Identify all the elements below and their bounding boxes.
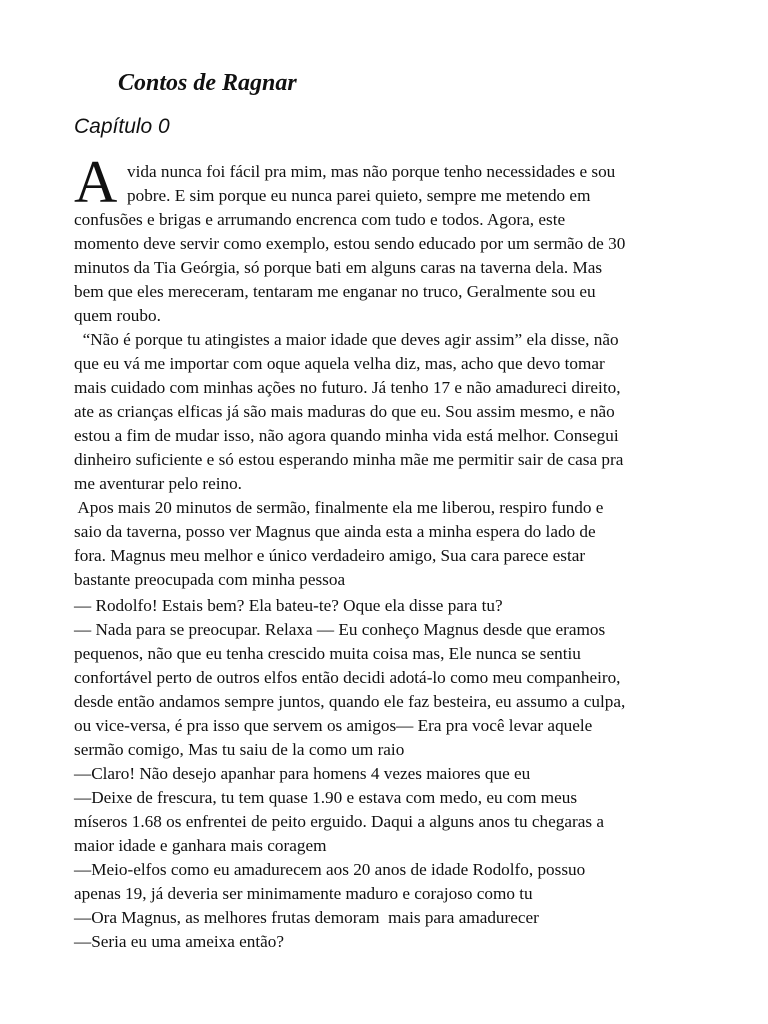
text-line: saio da taverna, posso ver Magnus que ainda esta a minha espera do lado de [74, 522, 596, 541]
text-line: vida nunca foi fácil pra mim, mas não porque tenho necessidades e sou [127, 162, 616, 181]
text-line: minutos da Tia Geórgia, só porque bati em alguns caras na taverna dela. Mas [74, 258, 603, 277]
text-line: ou vice-versa, é pra isso que servem os amigos— Era pra você levar aquele [74, 716, 593, 735]
text-line: Apos mais 20 minutos de sermão, finalmente ela me liberou, respiro fundo e [74, 498, 604, 517]
text-line: pequenos, não que eu tenha crescido muita coisa mas, Ele nunca se sentiu [74, 644, 581, 663]
text-line: momento deve servir como exemplo, estou sendo educado por um sermão de 30 [74, 234, 626, 253]
text-line: ate as crianças elficas já são mais maduras do que eu. Sou assim mesmo, e não [74, 402, 615, 421]
text-line: maior idade e ganhara mais coragem [74, 836, 327, 855]
text-line: que eu vá me importar com oque aquela velha diz, mas, acho que devo tomar [74, 354, 605, 373]
text-line: —Ora Magnus, as melhores frutas demoram mais para amadurecer [74, 908, 539, 927]
text-line: — Nada para se preocupar. Relaxa — Eu conheço Magnus desde que eramos [74, 620, 606, 639]
text-line: —Claro! Não desejo apanhar para homens 4 vezes maiores que eu [74, 764, 531, 783]
text-line: dinheiro suficiente e só estou esperando minha mãe me permitir sair de casa pra [74, 450, 624, 469]
text-line: desde então andamos sempre juntos, quando ele faz besteira, eu assumo a culpa, [74, 692, 626, 711]
text-line: míseros 1.68 os enfrentei de peito erguido. Daqui a alguns anos tu chegaras a [74, 812, 604, 831]
text-line: mais cuidado com minhas ações no futuro. Já tenho 17 e não amadureci direito, [74, 378, 621, 397]
drop-cap: A [74, 149, 118, 215]
text-line: bastante preocupada com minha pessoa [74, 570, 346, 589]
text-line: confusões e brigas e arrumando encrenca com tudo e todos. Agora, este [74, 210, 566, 229]
text-line: sermão comigo, Mas tu saiu de la como um raio [74, 740, 405, 759]
text-line: quem roubo. [74, 306, 161, 325]
text-line: — Rodolfo! Estais bem? Ela bateu-te? Oque ela disse para tu? [74, 596, 503, 615]
text-line: “Não é porque tu atingistes a maior idade que deves agir assim” ela disse, não [74, 330, 619, 349]
chapter-title: Capítulo 0 [74, 115, 170, 138]
text-line: —Meio-elfos como eu amadurecem aos 20 anos de idade Rodolfo, possuo [74, 860, 586, 879]
text-line: estou a fim de mudar isso, não agora quando minha vida está melhor. Consegui [74, 426, 619, 445]
text-line: pobre. E sim porque eu nunca parei quieto, sempre me metendo em [127, 186, 591, 205]
text-line: —Deixe de frescura, tu tem quase 1.90 e estava com medo, eu com meus [74, 788, 578, 807]
text-line: fora. Magnus meu melhor e único verdadeiro amigo, Sua cara parece estar [74, 546, 586, 565]
text-line: —Seria eu uma ameixa então? [74, 932, 284, 951]
text-line: confortável perto de outros elfos então decidi adotá-lo como meu companheiro, [74, 668, 621, 687]
text-line: apenas 19, já deveria ser minimamente maduro e corajoso como tu [74, 884, 533, 903]
text-line: bem que eles mereceram, tentaram me enganar no truco, Geralmente sou eu [74, 282, 596, 301]
book-title: Contos de Ragnar [118, 70, 297, 96]
text-line: me aventurar pelo reino. [74, 474, 242, 493]
